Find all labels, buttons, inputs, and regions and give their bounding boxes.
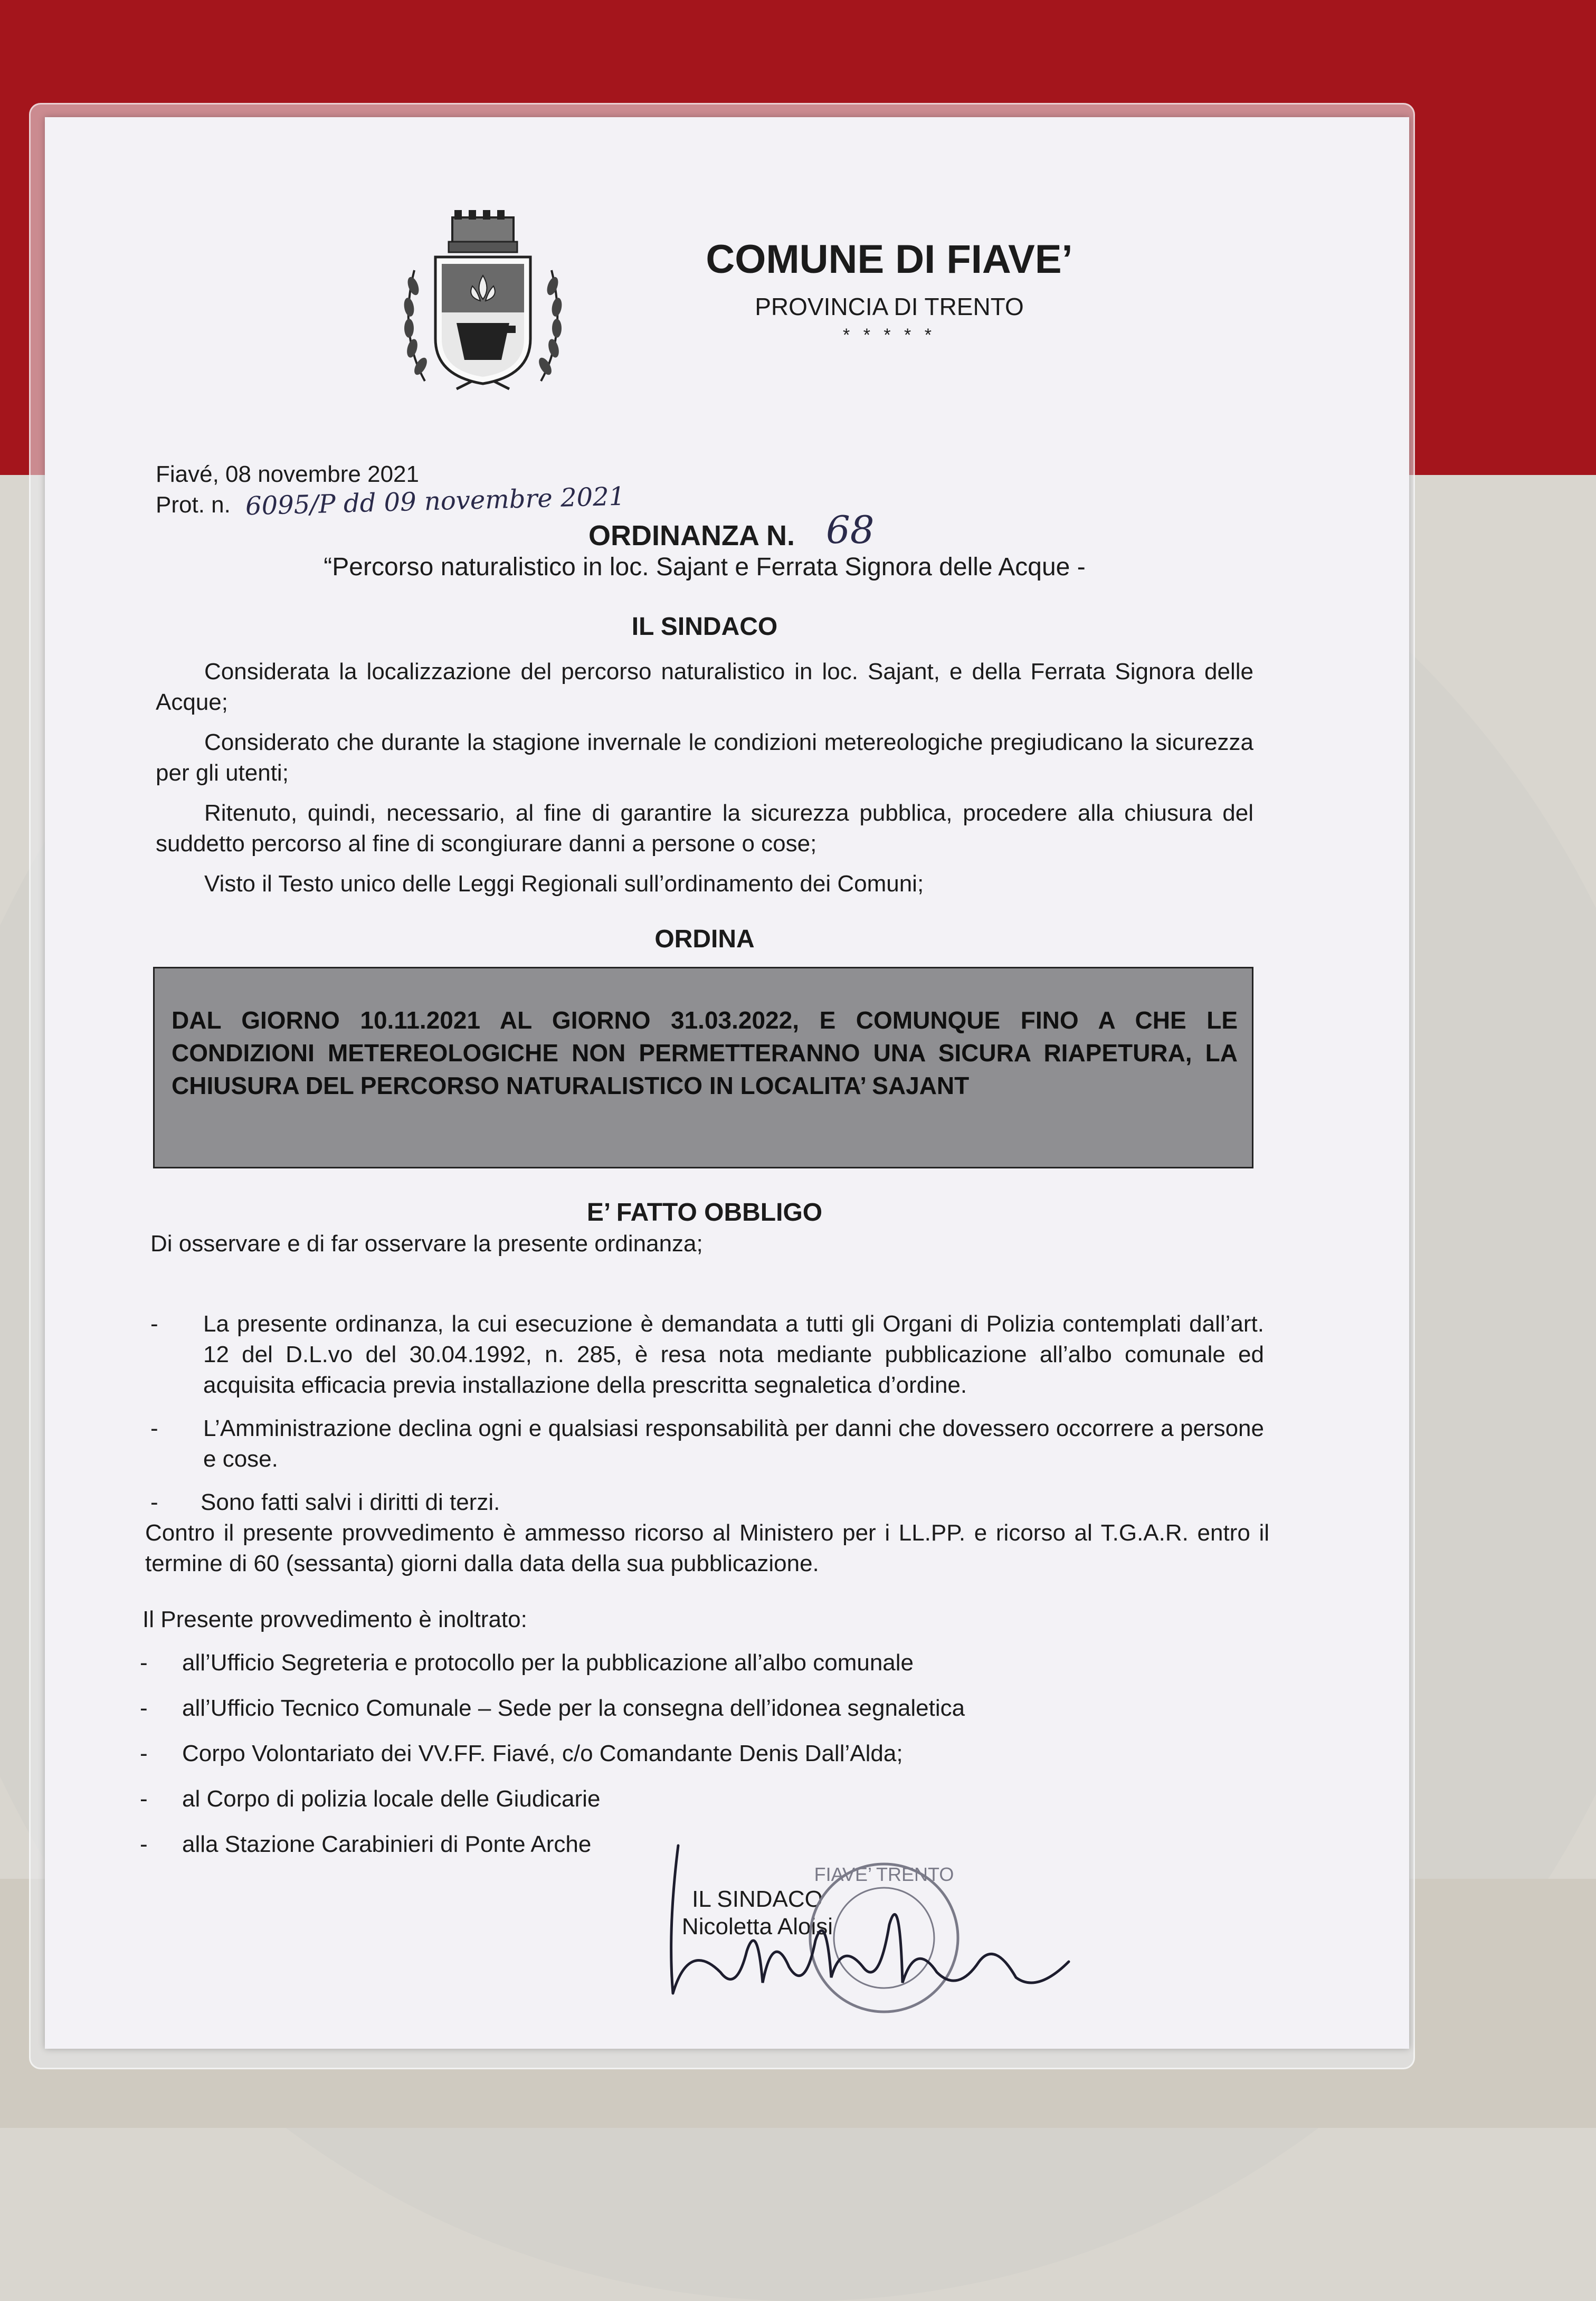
ordina-heading: ORDINA — [654, 925, 755, 953]
ordinance-label: ORDINANZA N. — [588, 520, 795, 552]
inoltro-item-3: Corpo Volontariato dei VV.FF. Fiavé, c/o Comandante Denis Dall’Alda; — [182, 1741, 903, 1766]
signature-name: Nicoletta Aloisi — [681, 1914, 833, 1939]
inoltro-item-1: all’Ufficio Segreteria e protocollo per la pubblicazione all’albo comunale — [182, 1650, 914, 1676]
obbligo-heading: E’ FATTO OBBLIGO — [586, 1199, 823, 1226]
obbligo-bullet-2: L’Amministrazione declina ogni e qualsiasi responsabilità per danni che dovessero occorrere a persone e cose. — [203, 1415, 1264, 1472]
protocol-number-handwritten: 6095/P dd 09 novembre 2021 — [245, 481, 625, 521]
bullet-dash: - — [150, 1311, 158, 1337]
list-dash: - — [140, 1831, 148, 1857]
stamp-text: FIAVE’ TRENTO — [814, 1863, 954, 1885]
consideration-2: Considerato che durante la stagione invernale le condizioni metereologiche pregiudicano la sicurezza per gli utenti; — [156, 729, 1253, 786]
province-subtitle: PROVINCIA DI TRENTO — [755, 293, 1024, 320]
ricorso-text: Contro il presente provvedimento è ammesso ricorso al Ministero per i LL.PP. e ricorso al T.G.A.R. entro il termine di 60 (sessanta) giorni dalla data della sua pubblicazione. — [145, 1520, 1269, 1576]
ordinance-subject: “Percorso naturalistico in loc. Sajant e Ferrata Signora delle Acque - — [324, 553, 1086, 581]
ordina-text: DAL GIORNO 10.11.2021 AL GIORNO 31.03.2022, E COMUNQUE FINO A CHE LE CONDIZIONI METEREOLOGICHE NON PERMETTERANNO UNA SICURA RIAPETURA, LA CHIUSURA DEL PERCORSO NATURALISTICO IN LOCALITA’ SAJANT — [172, 1006, 1238, 1099]
ordinance-number-handwritten: 68 — [826, 508, 875, 552]
document-date: Fiavé, 08 novembre 2021 — [156, 461, 419, 487]
obbligo-bullet-3: Sono fatti salvi i diritti di terzi. — [201, 1489, 500, 1515]
consideration-4: Visto il Testo unico delle Leggi Regionali sull’ordinamento dei Comuni; — [204, 871, 924, 897]
coat-of-arms-icon — [393, 207, 573, 413]
obbligo-bullet-1: La presente ordinanza, la cui esecuzione è demandata a tutti gli Organi di Polizia contemplati dall’art. 12 del D.L.vo del 30.04.1992, n. 285, è resa nota mediante pubblicazione all’albo comunale ed acquisita efficacia previa installazione della prescritta segnaletica d’ordine. — [203, 1311, 1264, 1398]
bullet-dash: - — [150, 1415, 158, 1441]
sindaco-heading: IL SINDACO — [631, 613, 778, 641]
bullet-dash: - — [150, 1489, 158, 1515]
list-dash: - — [140, 1650, 148, 1676]
protocol-label: Prot. n. — [156, 492, 231, 518]
inoltro-item-2: all’Ufficio Tecnico Comunale – Sede per la consegna dell’idonea segnaletica — [182, 1695, 965, 1721]
consideration-3: Ritenuto, quindi, necessario, al fine di garantire la sicurezza pubblica, procedere alla chiusura del suddetto percorso al fine di scongiurare danni a persone o cose; — [156, 800, 1253, 857]
header-stars: * * * * * — [843, 325, 936, 345]
signature-role: IL SINDACO — [692, 1886, 823, 1912]
municipality-title: COMUNE DI FIAVE’ — [706, 237, 1073, 282]
inoltro-intro: Il Presente provvedimento è inoltrato: — [142, 1606, 527, 1632]
list-dash: - — [140, 1695, 148, 1721]
handwritten-signature — [615, 1835, 1090, 2025]
list-dash: - — [140, 1741, 148, 1766]
obbligo-intro: Di osservare e di far osservare la presente ordinanza; — [150, 1231, 703, 1257]
inoltro-item-4: al Corpo di polizia locale delle Giudicarie — [182, 1786, 601, 1812]
consideration-1: Considerata la localizzazione del percorso naturalistico in loc. Sajant, e della Ferrata Signora delle Acque; — [156, 659, 1253, 715]
list-dash: - — [140, 1786, 148, 1812]
inoltro-item-5: alla Stazione Carabinieri di Ponte Arche — [182, 1831, 592, 1857]
ordinance-document — [45, 117, 1409, 2049]
